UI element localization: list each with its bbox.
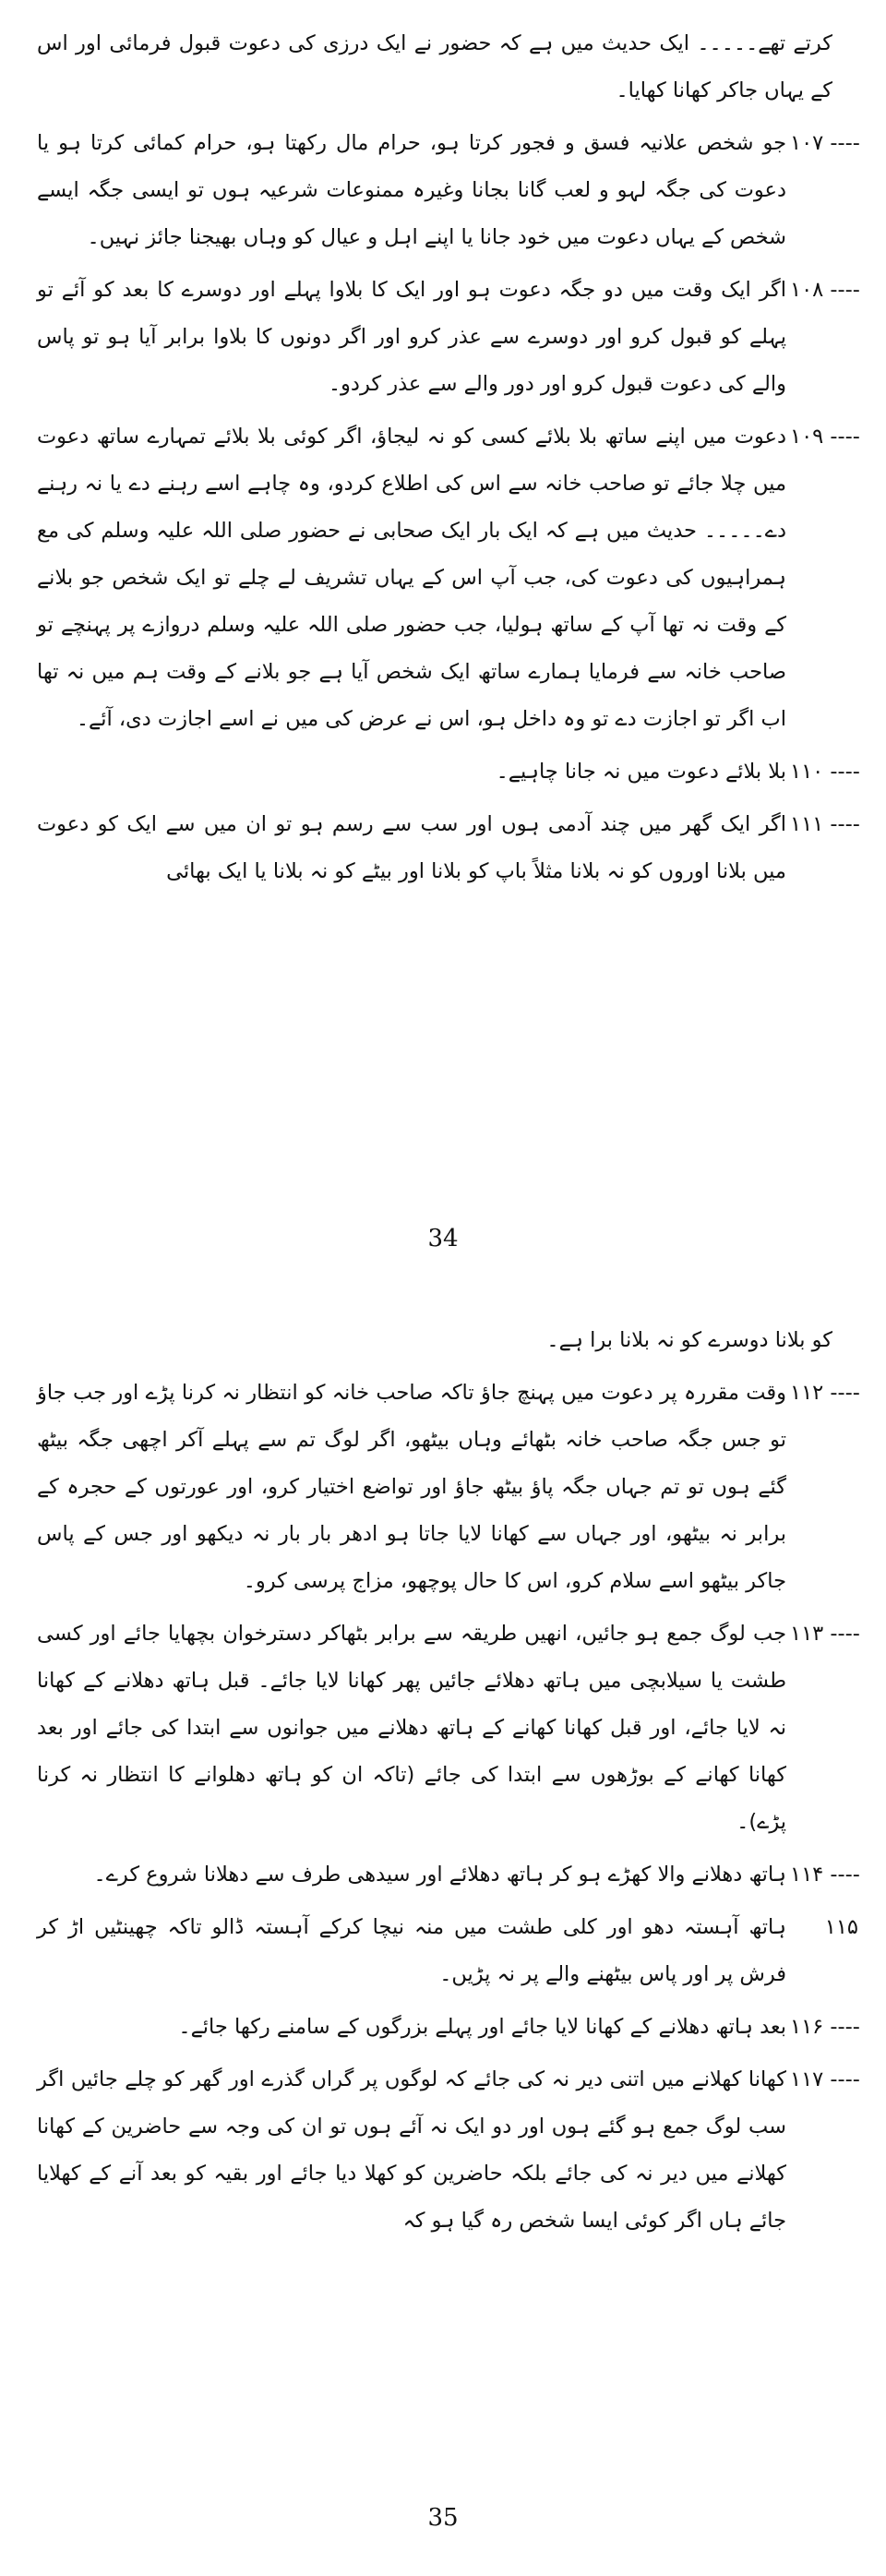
paragraph-number: ۱۱۰ ---- [790, 760, 860, 784]
paragraph-text: کو بلانا دوسرے کو نہ بلانا برا ہے۔ [546, 1328, 832, 1352]
page-34-text [37, 20, 858, 901]
paragraph-111 [37, 801, 858, 895]
paragraph-109 [37, 413, 858, 743]
paragraph-115 [37, 1904, 858, 1998]
paragraph-number: ۱۱۲ ---- [790, 1381, 860, 1405]
paragraph-number: ۱۰۷ ---- [790, 131, 860, 155]
paragraph-number: ۱۱۴ ---- [790, 1863, 860, 1887]
paragraph-number: ۱۰۸ ---- [790, 278, 860, 302]
paragraph-text: اگر ایک وقت میں دو جگہ دعوت ہو اور ایک کا بلاوا پہلے اور دوسرے کا بعد کو آئے تو پہلے کو قبول کرو اور دوسرے سے عذر کرو اور اگر دونوں کا بلاوا برابر آیا ہو تو پاس والے کی دعوت قبول کرو اور دور والے سے عذر کردو۔ [37, 278, 786, 396]
paragraph-text: کھانا کھلانے میں اتنی دیر نہ کی جائے کہ لوگوں پر گراں گذرے اور گھر کو چلے جائیں اگر سب لوگ جمع ہو گئے ہوں اور دو ایک نہ آئے ہوں تو ان کی وجہ سے حاضرین کے کھانا کھلانے میں دیر نہ کی جائے بلکہ حاضرین کو کھلا دیا جائے اور بقیہ کو بعد آنے کے کھلایا جائے ہاں اگر کوئی ایسا شخص رہ گیا ہو کہ [37, 2067, 786, 2233]
paragraph-number: ۱۱۳ ---- [790, 1622, 860, 1646]
paragraph-number: ۱۱۶ ---- [790, 2015, 860, 2039]
paragraph-text: ہاتھ آہستہ دھو اور کلی طشت میں منہ نیچا کرکے آہستہ ڈالو تاکہ چھینٹیں اڑ کر فرش پر اور پاس بیٹھنے والے پر نہ پڑیں۔ [37, 1915, 786, 1986]
paragraph-number: ۱۰۹ ---- [790, 425, 860, 449]
paragraph-number: ۱۱۷ ---- [790, 2067, 860, 2091]
paragraph-continuation [37, 20, 858, 114]
paragraph-number: ۱۱۵ [824, 1915, 858, 1939]
paragraph-text: بعد ہاتھ دھلانے کے کھانا لایا جائے اور پہلے بزرگوں کے سامنے رکھا جائے۔ [178, 2015, 786, 2039]
page-number: 34 [427, 1225, 459, 1252]
paragraph-text: جو شخص علانیہ فسق و فجور کرتا ہو، حرام مال رکھتا ہو، حرام کمائی کرتا ہو یا دعوت کی جگہ لہو و لعب گانا بجانا وغیرہ ممنوعات شرعیہ ہوں تو ایسی جگہ ایسے شخص کے یہاں دعوت میں خود جانا یا اپنے اہل و عیال کو وہاں بھیجنا جائز نہیں۔ [37, 131, 786, 249]
paragraph-116 [37, 2004, 858, 2051]
page-number: 35 [427, 2504, 459, 2532]
paragraph-text: جب لوگ جمع ہو جائیں، انھیں طریقہ سے برابر بٹھاکر دسترخوان بچھایا جائے اور کسی طشت یا سیلابچی میں ہاتھ دھلائے جائیں پھر کھانا لایا جائے۔ قبل ہاتھ دھلانے کے کھانا نہ لایا جائے، اور قبل کھانا کھانے کے ہاتھ دھلانے میں جوانوں سے ابتدا کی جائے اور بعد کھانا کھانے کے بوڑھوں سے ابتدا کی جائے (تاکہ ان کو ہاتھ دھلوانے کا انتظار نہ کرنا پڑے)۔ [37, 1622, 786, 1834]
paragraph-text: ہاتھ دھلانے والا کھڑے ہو کر ہاتھ دھلائے اور سیدھی طرف سے دھلانا شروع کرے۔ [93, 1863, 786, 1887]
page-35 [0, 1288, 886, 2576]
paragraph-107 [37, 120, 858, 261]
paragraph-108 [37, 267, 858, 408]
page-35-text [37, 1317, 858, 2250]
paragraph-text: بلا بلائے دعوت میں نہ جانا چاہیے۔ [496, 760, 786, 784]
paragraph-text: کرتے تھے۔۔۔۔۔ ایک حدیث میں ہے کہ حضور نے ایک درزی کی دعوت قبول فرمائی اور اس کے یہاں جاکر کھانا کھایا۔ [37, 31, 832, 102]
paragraph-continuation [37, 1317, 858, 1364]
paragraph-number: ۱۱۱ ---- [790, 812, 860, 836]
paragraph-114 [37, 1851, 858, 1899]
paragraph-text: اگر ایک گھر میں چند آدمی ہوں اور سب سے رسم ہو تو ان میں سے ایک کو دعوت میں بلانا اوروں کو نہ بلانا مثلاً باپ کو بلانا اور بیٹے کو نہ بلانا یا ایک بھائی [37, 812, 786, 883]
paragraph-110 [37, 749, 858, 796]
paragraph-113 [37, 1611, 858, 1846]
paragraph-112 [37, 1370, 858, 1605]
paragraph-117 [37, 2056, 858, 2245]
paragraph-text: دعوت میں اپنے ساتھ بلا بلائے کسی کو نہ لیجاؤ، اگر کوئی بلا بلائے تمہارے ساتھ دعوت میں چلا جائے تو صاحب خانہ سے اس کی اطلاع کردو، وہ چاہے اسے رہنے دے یا نہ رہنے دے۔۔۔۔۔ حدیث میں ہے کہ ایک بار ایک صحابی نے حضور صلی اللہ علیہ وسلم کی مع ہمراہیوں کی دعوت کی، جب آپ اس کے یہاں تشریف لے چلے تو ایک شخص جو بلانے کے وقت نہ تھا آپ کے ساتھ ہولیا، جب حضور صلی اللہ علیہ وسلم دروازے پر پہنچے تو صاحب خانہ سے فرمایا ہمارے ساتھ ایک شخص آیا ہے جو بلانے کے وقت ہم میں نہ تھا اب اگر تو اجازت دے تو وہ داخل ہو، اس نے عرض کی میں نے اسے اجازت دی، آئے۔ [37, 425, 786, 731]
paragraph-text: وقت مقررہ پر دعوت میں پہنچ جاؤ تاکہ صاحب خانہ کو انتظار نہ کرنا پڑے اور جب جاؤ تو جس جگہ صاحب خانہ بٹھائے وہاں بیٹھو، اگر لوگ تم سے پہلے آکر اچھی جگہ بیٹھ گئے ہوں تو تم جہاں جگہ پاؤ بیٹھ جاؤ اور تواضع اختیار کرو، اور عورتوں کے حجرہ کے برابر نہ بیٹھو، اور جہاں سے کھانا لایا جاتا ہو ادھر بار بار نہ دیکھو اور جس کے پاس جاکر بیٹھو اسے سلام کرو، اس کا حال پوچھو، مزاج پرسی کرو۔ [37, 1381, 786, 1593]
